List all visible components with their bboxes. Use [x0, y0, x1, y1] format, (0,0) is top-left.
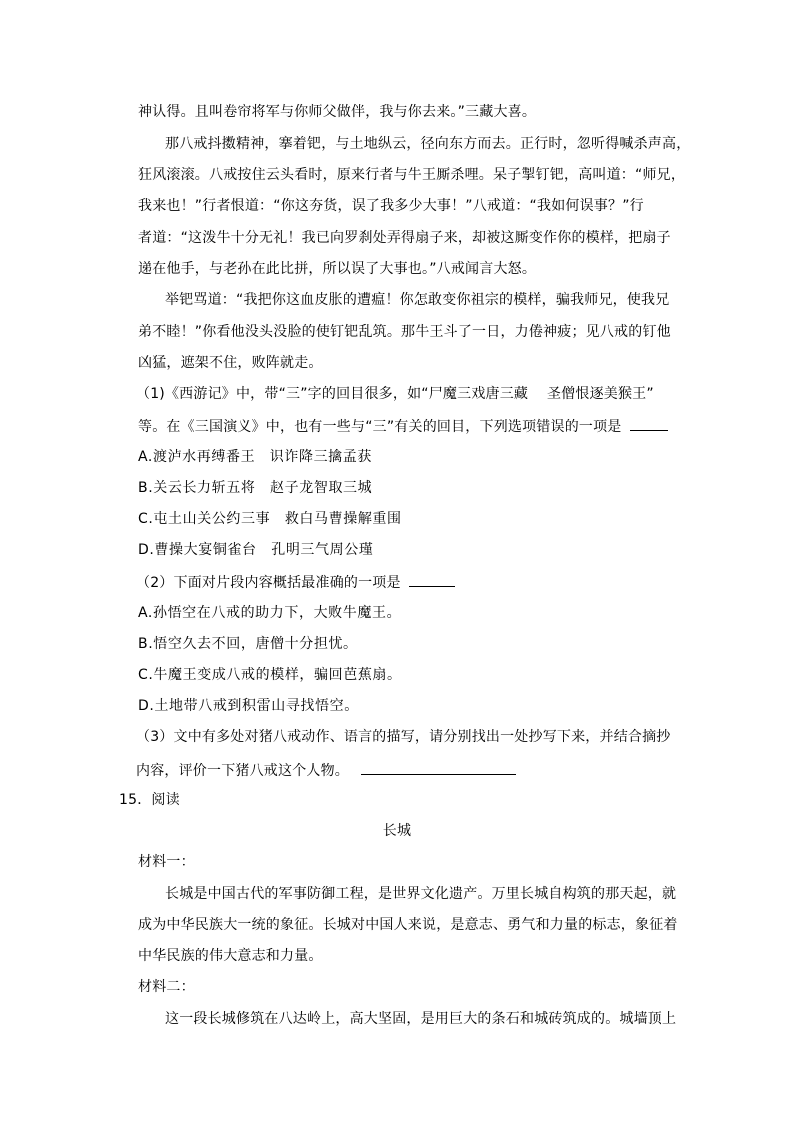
passage-line: 者道：“这泼牛十分无礼！我已向罗刹处弄得扇子来，却被这厮变作你的模样，把扇子	[138, 230, 671, 246]
material2-line: 这一段长城修筑在八达岭上，高大坚固，是用巨大的条石和城砖筑成的。城墙顶上	[165, 1011, 677, 1027]
q2-option-d: D.土地带八戒到积雷山寻找悟空。	[138, 698, 359, 714]
passage-line: 我来也！”行者恨道：“你这夯货，误了我多少大事！”八戒道：“我如何误事？”行	[138, 198, 644, 214]
q15-label: 15．阅读	[119, 792, 180, 808]
passage-line: 举钯骂道：“我把你这血皮胀的遭瘟！你怎敢变你祖宗的模样，骗我师兄，使我兄	[165, 292, 670, 308]
material1-line: 中华民族的伟大意志和力量。	[138, 948, 323, 964]
q1-option-a: A.渡泸水再缚番王 识诈降三擒孟获	[138, 449, 372, 465]
passage-line: 狂风滚滚。八戒按住云头看时，原来行者与牛王厮杀哩。呆子掣钉钯，高叫道：“师兄，	[138, 167, 686, 183]
passage-line: 递在他手，与老孙在此比拼，所以误了大事也。”八戒闻言大怒。	[138, 261, 537, 277]
q3-answer-blank[interactable]	[361, 760, 516, 775]
q1-option-c: C.屯土山关公约三事 救白马曹操解重围	[138, 511, 402, 527]
material1-label: 材料一：	[138, 854, 195, 870]
q3-stem-line2	[136, 760, 516, 780]
q2-answer-blank[interactable]	[409, 572, 455, 587]
passage-line: 那八戒抖擞精神，搴着钯，与土地纵云，径向东方而去。正行时，忽听得喊杀声高，	[165, 136, 691, 152]
q2-option-a: A.孙悟空在八戒的助力下，大败牛魔王。	[138, 605, 402, 621]
q1-stem-line1: （1)《西游记》中，带“三”字的回目很多，如“尸魔三戏唐三藏 圣僧恨逐美猴王”	[136, 386, 654, 402]
q1-option-b: B.关云长力斩五将 赵子龙智取三城	[138, 480, 373, 496]
q2-stem	[136, 572, 455, 592]
q1-stem-text: 等。在《三国演义》中，也有一些与“三”有关的回目，下列选项错误的一项是	[138, 419, 622, 435]
q3-stem-line1: （3）文中有多处对猪八戒动作、语言的描写，请分别找出一处抄写下来，并结合摘抄	[136, 729, 671, 745]
q3-stem-text: 内容，评价一下猪八戒这个人物。	[136, 763, 349, 779]
q1-option-d: D.曹操大宴铜雀台 孔明三气周公瑾	[138, 542, 374, 558]
passage-line: 凶猛，遮架不住，败阵就走。	[138, 355, 323, 371]
material1-line: 长城是中国古代的军事防御工程，是世界文化遗产。万里长城自构筑的那天起，就	[165, 886, 677, 902]
q1-answer-blank[interactable]	[630, 416, 668, 431]
article-title: 长城	[382, 823, 412, 839]
passage-line: 弟不睦！”你看他没头没脸的使钉钯乱筑。那牛王斗了一日，力倦神疲；见八戒的钉他	[138, 324, 671, 340]
material2-label: 材料二：	[138, 979, 195, 995]
q2-stem-text: （2）下面对片段内容概括最准确的一项是	[136, 575, 401, 591]
passage-line: 神认得。且叫卷帘将军与你师父做伴，我与你去来。”三藏大喜。	[138, 104, 537, 120]
q1-stem-line2	[138, 416, 668, 436]
q2-option-b: B.悟空久去不回，唐僧十分担忧。	[138, 636, 358, 652]
material1-line: 成为中华民族大一统的象征。长城对中国人来说，是意志、勇气和力量的标志，象征着	[138, 917, 678, 933]
q2-option-c: C.牛魔王变成八戒的模样，骗回芭蕉扇。	[138, 667, 402, 683]
